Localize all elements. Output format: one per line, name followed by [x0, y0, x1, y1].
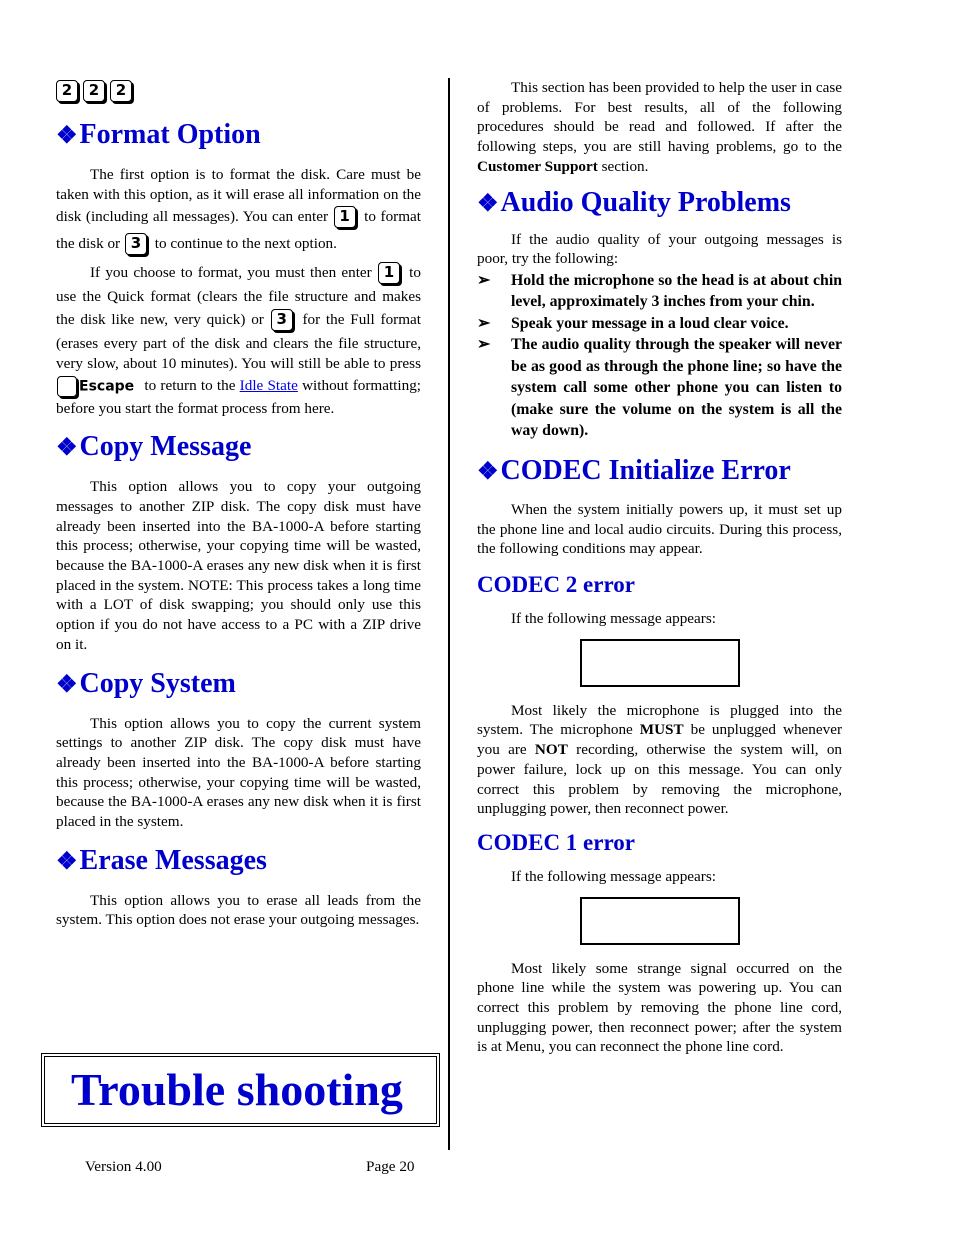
codec-intro-text: When the system initially powers up, it must set up the phone line and local audio circuits. During this process, the following conditions may appear. [477, 500, 842, 558]
key-1-icon: 1 [378, 262, 400, 284]
diamond-bullet-icon: ❖ [477, 458, 499, 485]
left-column [56, 78, 421, 930]
footer-version: Version 4.00 [85, 1158, 162, 1175]
troubleshooting-intro: This section has been provided to help the user in case of problems. For best results, all of the following procedures should be read and followed. If after the following steps, you are still having problems, go to the Customer Support section. [477, 79, 842, 175]
erase-messages-text: This option allows you to erase all leads from the system. This option does not erase your outgoing messages. [56, 891, 421, 929]
key-3-icon: 3 [271, 309, 293, 331]
audio-quality-text: If the audio quality of your outgoing messages is poor, try the following: [477, 230, 842, 268]
idle-state-link[interactable]: Idle State [239, 376, 298, 394]
footer-page-number: Page 20 [366, 1158, 415, 1175]
copy-message-text: This option allows you to copy your outgoing messages to another ZIP disk. The copy disk must have already been inserted into the BA-1000-A before starting this process; otherwise, your copying time will be wasted, because the BA-1000-A erases any new disk when it is first placed in the system. NOTE: This process takes a long time with a LOT of disk swapping; you should only use this option if you do not have access to a PC with a ZIP drive on it. [56, 478, 421, 653]
key-2-icon: 2 [56, 80, 78, 102]
copy-system-text: This option allows you to copy the current system settings to another ZIP disk. The copy disk must have already been inserted into the BA-1000-A before starting this process; otherwise, your copying time will be wasted, because the BA-1000-A erases any new disk when it is first placed in the system. [56, 714, 421, 831]
key-2-icon: 2 [110, 80, 132, 102]
right-column [477, 78, 842, 1057]
copy-message-heading: ❖Copy Message [56, 431, 252, 463]
list-item: ➢ Speak your message in a loud clear voice. [477, 313, 842, 335]
codec-1-message-box [580, 897, 740, 945]
key-1-icon: 1 [334, 206, 356, 228]
format-option-heading: ❖Format Option [56, 119, 261, 150]
diamond-bullet-icon: ❖ [56, 671, 78, 698]
format-paragraph-1: The first option is to format the disk. Care must be taken with this option, as it will erase all information on the disk (including all messages). You can enter 1 to format the disk or 3 to continue to the next option. [56, 165, 421, 258]
key-sequence [56, 78, 421, 108]
audio-quality-list [477, 270, 842, 442]
banner-title: Trouble shooting [71, 1064, 403, 1115]
diamond-bullet-icon: ❖ [56, 848, 78, 875]
list-item: ➢ The audio quality through the speaker will never be as good as through the phone line; so have the system call some other phone you can listen to (make sure the volume on the system is all the way down). [477, 336, 842, 440]
list-item: ➢ Hold the microphone so the head is at about chin level, approximately 3 inches from your chin. [477, 271, 842, 311]
diamond-bullet-icon: ❖ [477, 190, 499, 217]
codec-initialize-heading: ❖CODEC Initialize Error [477, 454, 791, 486]
key-2-icon: 2 [83, 80, 105, 102]
audio-quality-heading: ❖Audio Quality Problems [477, 186, 791, 218]
codec-1-intro: If the following message appears: [511, 867, 716, 885]
codec-2-intro: If the following message appears: [511, 610, 716, 628]
column-divider [448, 78, 450, 1150]
escape-key-icon: Escape [57, 376, 136, 396]
arrow-bullet-icon: ➢ [477, 271, 491, 289]
codec-1-heading: CODEC 1 error [477, 829, 635, 855]
copy-system-heading: ❖Copy System [56, 667, 236, 699]
codec-2-message-box [580, 639, 740, 687]
codec-2-heading: CODEC 2 error [477, 572, 635, 598]
codec-1-text: Most likely some strange signal occurred on the phone line while the system was powering up. You can correct this problem by removing the phone line cord, unplugging power, then reconnect power; after the system is at Menu, you can reconnect the phone line cord. [477, 959, 842, 1056]
codec-2-text: Most likely the microphone is plugged into the system. The microphone MUST be unplugged whenever you are NOT recording, otherwise the system will, on power failure, lock up on this message. You can only correct this problem by removing the microphone, unplugging power, then reconnect power. [477, 701, 843, 818]
trouble-shooting-banner [41, 1053, 440, 1127]
arrow-bullet-icon: ➢ [477, 336, 491, 354]
key-3-icon: 3 [125, 233, 147, 255]
diamond-bullet-icon: ❖ [56, 435, 78, 462]
erase-messages-heading: ❖Erase Messages [56, 844, 267, 876]
format-paragraph-2: If you choose to format, you must then enter 1 to use the Quick format (clears the file structure and makes the disk like new, very quick) or 3 for the Full format (erases every part of the disk and clears the file structure, very slow, about 10 minutes). You will still be able to press Escape to return to the Idle State without formatting; before you start the format process from here. [56, 263, 422, 417]
diamond-bullet-icon: ❖ [56, 123, 78, 149]
arrow-bullet-icon: ➢ [477, 314, 491, 332]
